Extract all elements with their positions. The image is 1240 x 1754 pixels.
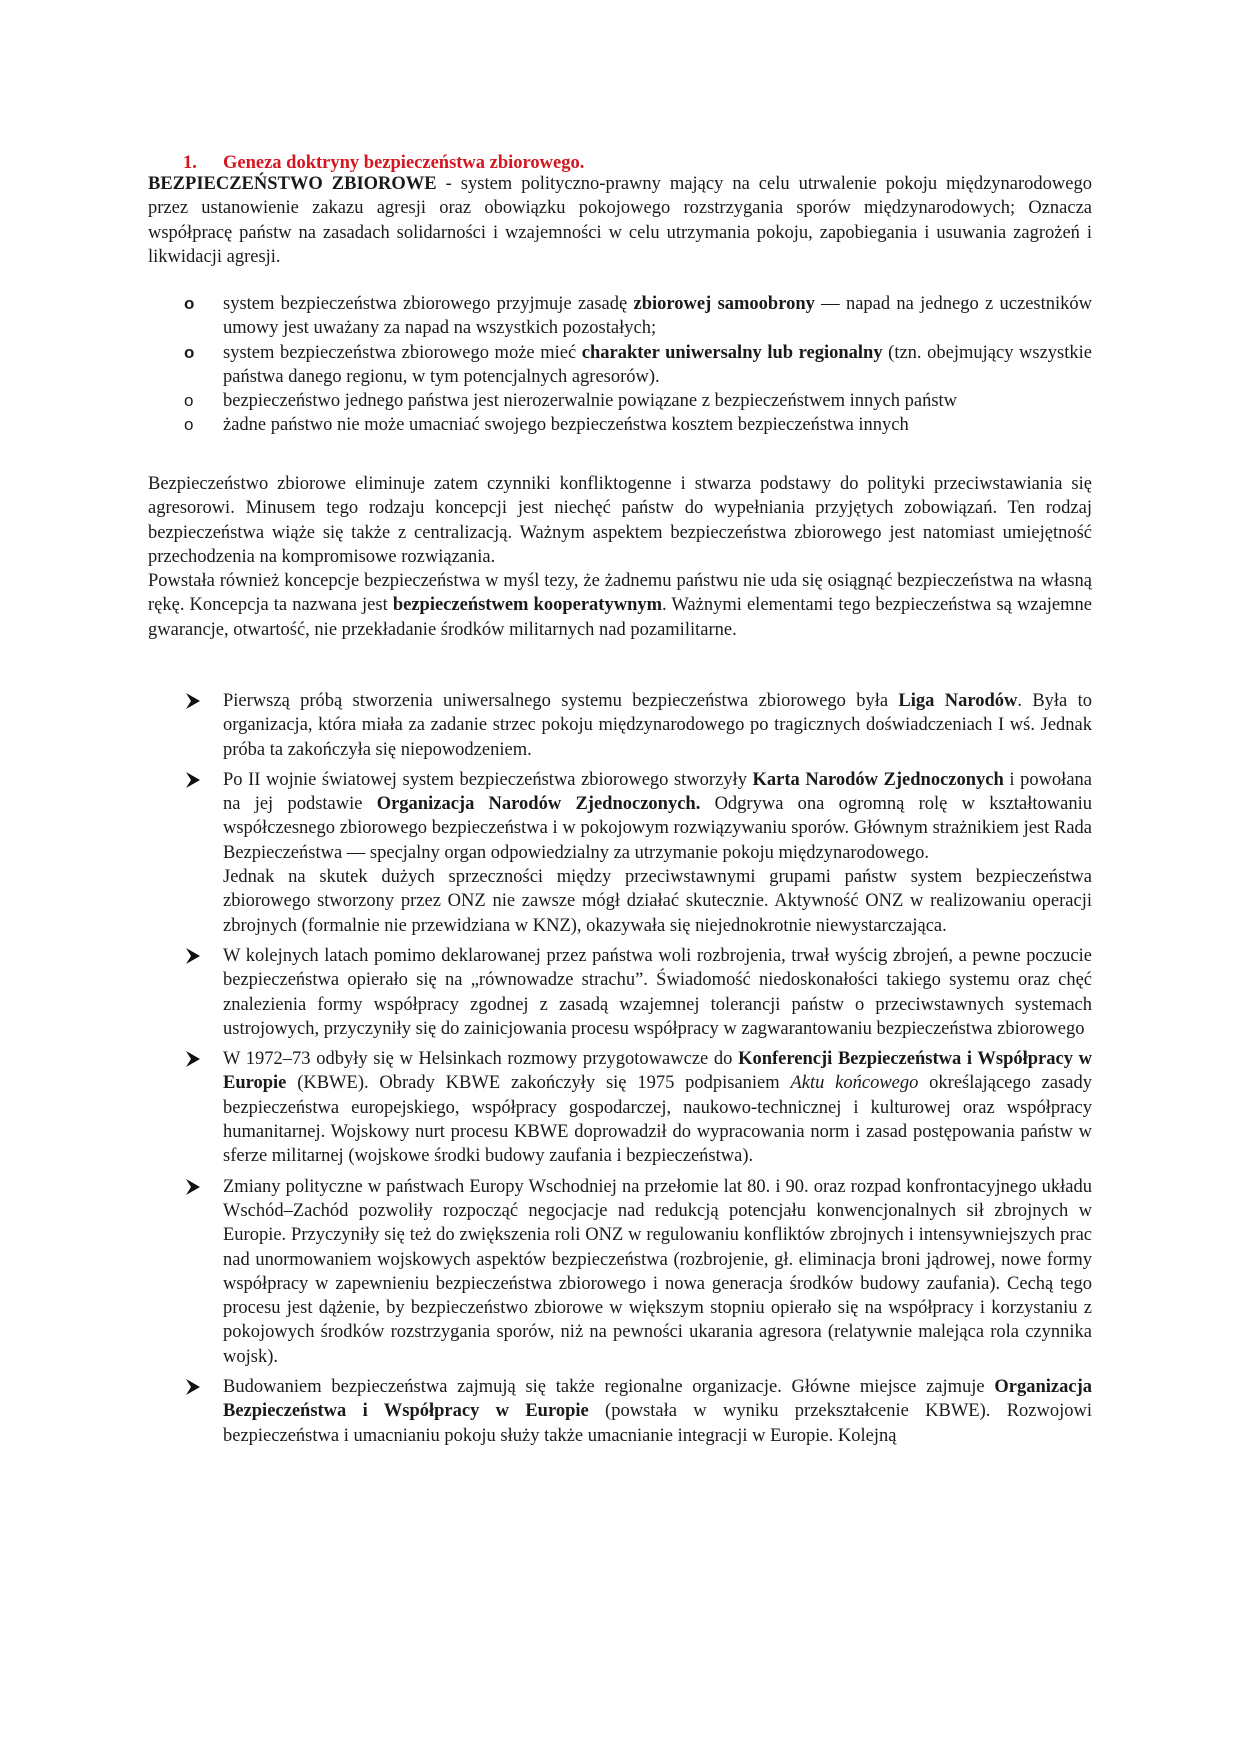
list-item-emphasis: Organizacja Narodów Zjednoczonych. <box>376 794 701 815</box>
body-paragraph <box>148 472 1092 642</box>
list-item <box>148 1047 1092 1168</box>
list-item-emphasis: Konferencji Bezpieczeństwa i Współpracy w Europie <box>223 1049 1092 1094</box>
list-item <box>148 689 1092 762</box>
list-item-emphasis: Liga Narodów <box>898 691 1018 711</box>
list-item <box>148 341 1092 390</box>
list-item-text: (KBWE). Obrady KBWE zakończyły się 1975 podpisaniem <box>286 1073 791 1094</box>
list-item-text: system bezpieczeństwa zbiorowego przyjmuje zasadę <box>223 294 634 314</box>
list-item <box>148 389 1092 413</box>
circle-bullet-icon: o <box>184 342 195 362</box>
list-item-text: (tzn. obejmujący wszystkie państwa danego regionu, w tym potencjalnych agresorów). <box>223 342 1092 387</box>
list-item-text: Budowaniem bezpieczeństwa zajmują się także regionalne organizacje. Główne miejsce zajmuje <box>223 1377 995 1398</box>
arrow-bullet-icon <box>184 947 202 965</box>
list-item <box>148 1175 1092 1369</box>
list-item-text: . Była to organizacja, która miała za zadanie strzec pokoju międzynarodowego po tragicznych doświadczeniach I wś. Jednak próba ta zakończyła się niepowodzeniem. <box>223 691 1092 760</box>
arrow-bullet-icon <box>184 771 202 789</box>
list-item-text: Odgrywa ona ogromną rolę w kształtowaniu współczesnego zbiorowego bezpieczeństwa i w pokojowym rozwiązywaniu sporów. Głównym strażnikiem jest Rada Bezpieczeństwa — specjalny organ odpowiedzialny za utrzymanie pokoju międzynarodowego. <box>223 794 1092 863</box>
list-item-emphasis: zbiorowej samoobrony <box>633 294 815 314</box>
arrow-bullet-icon <box>184 1178 202 1196</box>
list-item-emphasis: charakter uniwersalny lub regionalny <box>581 342 883 363</box>
history-list <box>148 689 1092 1454</box>
circle-bullet-icon: o <box>184 294 195 313</box>
list-item-text: Po II wojnie światowej system bezpieczeństwa zbiorowego stworzyły <box>223 769 753 790</box>
paragraph-text: Bezpieczeństwo zbiorowe eliminuje zatem czynniki konfliktogenne i stwarza podstawy do polityki przeciwstawiania się agresorowi. Minusem tego rodzaju koncepcji jest niechęć państw do wypełniania przyjętych zobowiązań. Ten rodzaj bezpieczeństwa wiąże się także z centralizacją. Ważnym aspektem bezpieczeństwa zbiorowego jest natomiast umiejętność przechodzenia na kompromisowe rozwiązania. <box>148 474 1092 567</box>
arrow-bullet-icon <box>184 692 202 710</box>
paragraph-segment: Powstała również koncepcje bezpieczeństwa w myśl tezy, że żadnemu państwu nie uda się osiągnąć bezpieczeństwa na własną rękę. Koncepcja ta nazwana jest <box>148 571 1092 616</box>
list-item-continuation: Jednak na skutek dużych sprzeczności między przeciwstawnymi grupami państw system bezpieczeństwa zbiorowego stworzony przez ONZ nie zawsze mógł działać skutecznie. Aktywność ONZ w realizowaniu operacji zbrojnych (formalnie nie przewidziana w KNZ), okazywała się niejednokrotnie niewystarczająca. <box>223 867 1092 936</box>
list-item <box>148 292 1092 341</box>
list-item-text: W kolejnych latach pomimo deklarowanej przez państwa woli rozbrojenia, trwał wyścig zbrojeń, a pewne poczucie bezpieczeństwa opierało się na „równowadze strachu”. Świadomość niedoskonałości takiego systemu oraz chęć znalezienia formy współpracy zgodnej z zasadą wzajemnej tolerancji państw o przeciwstawnych systemach ustrojowych, przyczyniły się do zainicjowania procesu współpracy w zagwarantowaniu bezpieczeństwa zbiorowego <box>223 945 1092 1039</box>
list-item-emphasis: Karta Narodów Zjednoczonych <box>752 769 1004 790</box>
paragraph-emphasis: bezpieczeństwem kooperatywnym <box>392 595 663 616</box>
list-item-text: Pierwszą próbą stworzenia uniwersalnego systemu bezpieczeństwa zbiorowego była <box>223 691 899 711</box>
list-item-text: system bezpieczeństwa zbiorowego może mieć <box>223 342 582 363</box>
paragraph-text <box>148 569 1092 642</box>
list-item <box>148 413 1092 437</box>
heading-number: 1. <box>183 153 197 173</box>
list-item-text: określającego zasady bezpieczeństwa europejskiego, współpracy gospodarczej, naukowo-technicznej i kulturowej oraz współpracy humanitarnej. Wojskowy nurt procesu KBWE doprowadził do wypracowania norm i zasad postępowania państw w sferze militarnej (wojskowe środki budowy zaufania i bezpieczeństwa). <box>223 1073 1092 1167</box>
list-item <box>148 1375 1092 1448</box>
list-item-text: żadne państwo nie może umacniać swojego bezpieczeństwa kosztem bezpieczeństwa innych <box>223 415 909 436</box>
list-item <box>148 944 1092 1041</box>
list-item-italic: Aktu końcowego <box>790 1073 919 1094</box>
list-item-text: i powołana na jej podstawie <box>223 769 1092 815</box>
list-item-text: (powstała w wyniku przekształcenie KBWE). Rozwojowi bezpieczeństwa i umacnianiu pokoju służy także umacnianie integracji w Europie. Kolejną <box>223 1401 1092 1446</box>
list-item-emphasis: Organizacja Bezpieczeństwa i Współpracy w Europie <box>223 1377 1092 1422</box>
heading-title: Geneza doktryny bezpieczeństwa zbiorowego. <box>223 153 585 173</box>
list-item-text: Zmiany polityczne w państwach Europy Wschodniej na przełomie lat 80. i 90. oraz rozpad konfrontacyjnego układu Wschód–Zachód pozwoliły rozpocząć negocjacje nad redukcją potencjału konwencjonalnych sił zbrojnych w Europie. Przyczyniły się też do zwiększenia roli ONZ w regulowaniu konfliktów zbrojnych i intensywniejszych prac nad unormowaniem wojskowych aspektów bezpieczeństwa (rozbrojenie, gł. eliminacja broni jądrowej, nowe formy współpracy w zapewnieniu bezpieczeństwa zbiorowego i nowa generacja środków budowy zaufania). Cechą tego procesu jest dążenie, by bezpieczeństwo zbiorowe w większym stopniu opierało się na współpracy i korzystaniu z pokojowych środków rozstrzygania sporów, niż na pewności ukarania agresora (relatywnie malejąca rola czynnika wojsk). <box>223 1176 1092 1367</box>
circle-bullet-icon: o <box>184 391 194 411</box>
intro-text: - system polityczno-prawny mający na celu utrwalenie pokoju międzynarodowego przez ustanowienie zakazu agresji oraz obowiązku pokojowego rozstrzygania sporów międzynarodowych; Oznacza współpracę państw na zasadach solidarności i wzajemności w celu utrzymania pokoju, zapobiegania i usuwania zagrożeń i likwidacji agresji. <box>148 174 1092 267</box>
circle-bullet-icon: o <box>184 415 194 435</box>
paragraph-segment: . Ważnymi elementami tego bezpieczeństwa są wzajemne gwarancje, otwartość, nie przekładanie środków militarnych nad pozamilitarne. <box>148 595 1092 640</box>
principles-list <box>148 292 1092 438</box>
arrow-bullet-icon <box>184 1050 202 1068</box>
arrow-bullet-icon <box>184 1378 202 1396</box>
list-item-text: — napad na jednego z uczestników umowy jest uważany za napad na wszystkich pozostałych; <box>223 294 1092 339</box>
intro-paragraph <box>148 172 1092 269</box>
list-item <box>148 768 1092 938</box>
intro-term: BEZPIECZEŃSTWO ZBIOROWE <box>148 174 437 194</box>
list-item-text: W 1972–73 odbyły się w Helsinkach rozmowy przygotowawcze do <box>223 1049 739 1070</box>
list-item-text: bezpieczeństwo jednego państwa jest nierozerwalnie powiązane z bezpieczeństwem innych państw <box>223 391 958 412</box>
